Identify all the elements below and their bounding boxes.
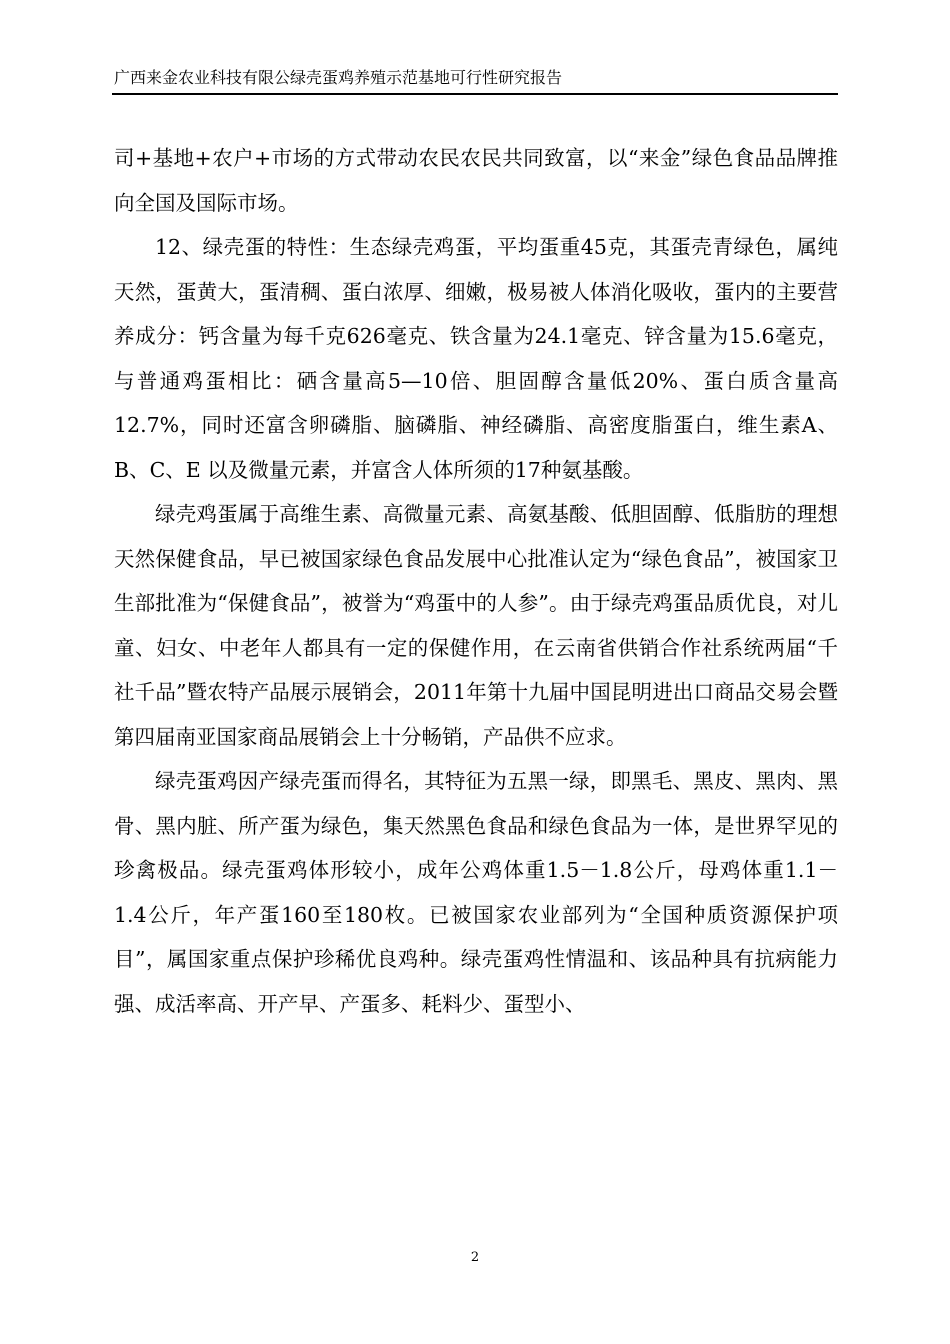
page-number: 2 — [470, 1250, 480, 1265]
document-body — [114, 136, 838, 1026]
running-header-title: 广西来金农业科技有限公绿壳蛋鸡养殖示范基地可行性研究报告 — [114, 68, 563, 87]
paragraph-chicken-breed: 绿壳蛋鸡因产绿壳蛋而得名，其特征为五黑一绿，即黑毛、黑皮、黑肉、黑骨、黑内脏、所产蛋为绿色，集天然黑色食品和绿色食品为一体，是世界罕见的珍禽极品。绿壳蛋鸡体形较小，成年公鸡体重1.5－1.8公斤，母鸡体重1.1－1.4公斤，年产蛋160至180枚。已被国家农业部列为“全国种质资源保护项目”，属国家重点保护珍稀优良鸡种。绿壳蛋鸡性情温和、该品种具有抗病能力强、成活率高、开产早、产蛋多、耗料少、蛋型小、 — [114, 769, 838, 1016]
paragraph-health-food: 绿壳鸡蛋属于高维生素、高微量元素、高氨基酸、低胆固醇、低脂肪的理想天然保健食品，早已被国家绿色食品发展中心批准认定为“绿色食品”，被国家卫生部批准为“保健食品”，被誉为“鸡蛋中的人参”。由于绿壳鸡蛋品质优良，对儿童、妇女、中老年人都具有一定的保健作用，在云南省供销合作社系统两届“千社千品”暨农特产品展示展销会，2011年第十九届中国昆明进出口商品交易会暨第四届南亚国家商品展销会上十分畅销，产品供不应求。 — [114, 502, 838, 749]
header-divider — [112, 93, 838, 95]
paragraph-egg-characteristics: 12、绿壳蛋的特性：生态绿壳鸡蛋，平均蛋重45克，其蛋壳青绿色，属纯天然，蛋黄大，蛋清稠、蛋白浓厚、细嫩，极易被人体消化吸收，蛋内的主要营养成分：钙含量为每千克626毫克、铁含量为24.1毫克、锌含量为15.6毫克，与普通鸡蛋相比：硒含量高5—10倍、胆固醇含量低20%、蛋白质含量高12.7%，同时还富含卵磷脂、脑磷脂、神经磷脂、高密度脂蛋白，维生素A、B、C、E 以及微量元素，并富含人体所须的17种氨基酸。 — [114, 235, 838, 482]
paragraph-continuation: 司+基地+农户+市场的方式带动农民农民共同致富，以“来金”绿色食品品牌推向全国及国际市场。 — [114, 146, 838, 215]
